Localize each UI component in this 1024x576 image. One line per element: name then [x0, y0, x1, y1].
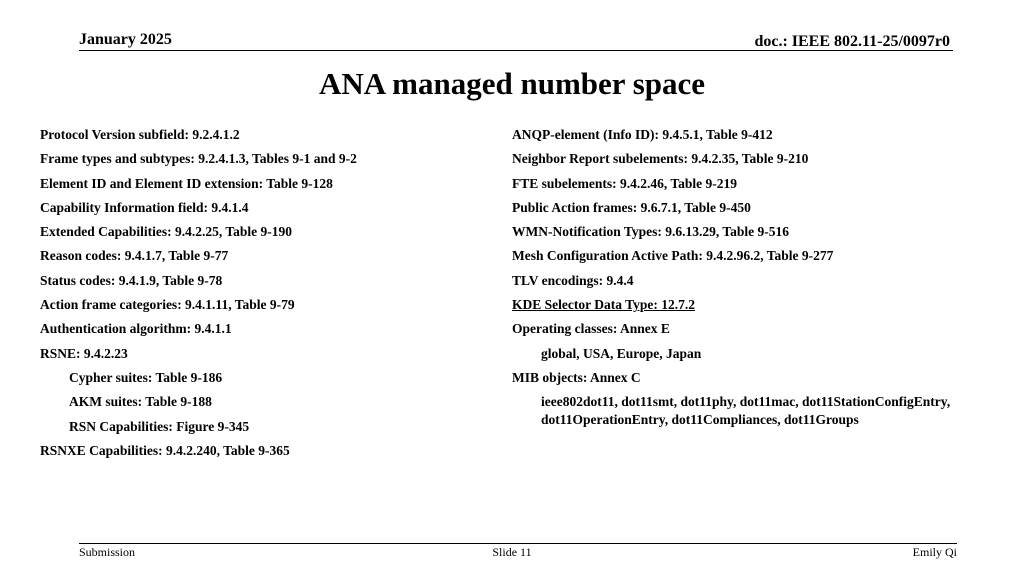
list-item: RSNXE Capabilities: 9.4.2.240, Table 9-365 — [40, 442, 290, 458]
list-subitem: RSN Capabilities: Figure 9-345 — [69, 418, 250, 434]
list-item: Action frame categories: 9.4.1.11, Table 9-79 — [40, 297, 295, 313]
list-item: MIB objects: Annex C — [512, 369, 641, 385]
list-item: Frame types and subtypes: 9.2.4.1.3, Tables 9-1 and 9-2 — [40, 151, 357, 167]
footer-slide-number: Slide 11 — [492, 545, 532, 559]
list-item: Public Action frames: 9.6.7.1, Table 9-450 — [512, 199, 751, 215]
footer-author: Emily Qi — [912, 545, 957, 559]
list-item: Reason codes: 9.4.1.7, Table 9-77 — [40, 248, 229, 264]
list-item: FTE subelements: 9.4.2.46, Table 9-219 — [512, 175, 738, 191]
list-item: Capability Information field: 9.4.1.4 — [40, 199, 249, 215]
left-column — [40, 126, 490, 466]
list-item: Operating classes: Annex E — [512, 321, 670, 337]
footer-submission: Submission — [79, 545, 136, 559]
list-item: TLV encodings: 9.4.4 — [512, 272, 634, 288]
footer-divider — [79, 543, 957, 544]
list-subitem: Cypher suites: Table 9-186 — [69, 369, 223, 385]
list-item: Element ID and Element ID extension: Table 9-128 — [40, 175, 333, 191]
slide-title: ANA managed number space — [318, 66, 706, 101]
list-item: Status codes: 9.4.1.9, Table 9-78 — [40, 272, 223, 288]
list-subitem: ieee802dot11, dot11smt, dot11phy, dot11mac, dot11StationConfigEntry, dot11OperationEntry, dot11Compliances, dot11Groups — [541, 394, 951, 428]
right-column — [512, 126, 992, 429]
list-item: Authentication algorithm: 9.4.1.1 — [40, 321, 232, 337]
list-item: RSNE: 9.4.2.23 — [40, 345, 128, 361]
list-subitem: global, USA, Europe, Japan — [541, 345, 702, 361]
header-doc-id: doc.: IEEE 802.11-25/0097r0 — [754, 33, 950, 50]
list-item: Neighbor Report subelements: 9.4.2.35, Table 9-210 — [512, 151, 809, 167]
list-item: ANQP-element (Info ID): 9.4.5.1, Table 9-412 — [512, 127, 773, 142]
list-subitem: AKM suites: Table 9-188 — [69, 394, 212, 410]
list-item: Protocol Version subfield: 9.2.4.1.2 — [40, 127, 240, 142]
list-item: Mesh Configuration Active Path: 9.4.2.96.2, Table 9-277 — [512, 248, 834, 264]
header-divider — [79, 50, 953, 51]
list-item-link[interactable]: KDE Selector Data Type: 12.7.2 — [512, 297, 695, 313]
header-date: January 2025 — [79, 31, 172, 48]
list-item: WMN-Notification Types: 9.6.13.29, Table 9-516 — [512, 224, 790, 240]
list-item: Extended Capabilities: 9.4.2.25, Table 9-190 — [40, 224, 293, 240]
